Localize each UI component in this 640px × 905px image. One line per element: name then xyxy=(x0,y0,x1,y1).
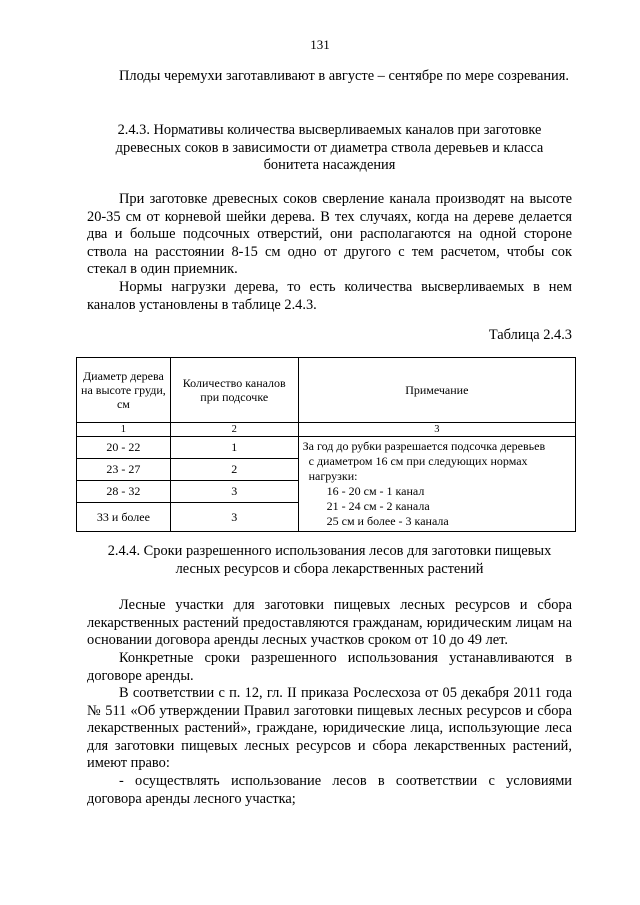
section-heading-2-4-4: 2.4.4. Сроки разрешенного использования лесов для заготовки пищевых лесных ресурсов и сбора лекарственных растений xyxy=(107,543,552,577)
cell-note xyxy=(298,437,575,532)
column-number: 1 xyxy=(77,423,171,437)
note-item: 21 - 24 см - 2 канала xyxy=(326,499,430,513)
paragraph-drilling: При заготовке древесных соков сверление канала производят на высоте 20-35 см от корневой шейки дерева. В тех случаях, когда на дереве делается два и больше подсочных отверстий, они располагаются на одной стороне ствола на расстоянии 8-15 см одно от другого с тем расчетом, чтобы сок стекал в один приемник. xyxy=(87,191,572,278)
paragraph-order: В соответствии с п. 12, гл. II приказа Рослесхоза от 05 декабря 2011 года № 511 «Об утверждении Правил заготовки пищевых лесных ресурсов и сбора лекарственных растений», граждане, юридические лица, использующие леса для заготовки пищевых лесных ресурсов и сбора лекарственных растений, имеют право: xyxy=(87,685,572,772)
column-number: 3 xyxy=(298,423,575,437)
cell-channels: 2 xyxy=(170,458,298,480)
table-column-numbers-row xyxy=(77,423,576,437)
cell-diameter: 20 - 22 xyxy=(77,437,171,459)
cell-channels: 3 xyxy=(170,480,298,502)
paragraph-terms: Конкретные сроки разрешенного использования устанавливаются в договоре аренды. xyxy=(87,650,572,684)
note-item: 25 см и более - 3 канала xyxy=(326,514,449,528)
header-channels: Количество каналов при подсочке xyxy=(170,358,298,423)
header-note: Примечание xyxy=(298,358,575,423)
page-number: 131 xyxy=(310,37,330,52)
channels-table xyxy=(76,357,576,532)
section-heading-2-4-3: 2.4.3. Нормативы количества высверливаемых каналов при заготовке древесных соков в зависимости от диаметра ствола деревьев и класса бонитета насаждения xyxy=(115,122,544,174)
cell-diameter: 23 - 27 xyxy=(77,458,171,480)
cell-channels: 3 xyxy=(170,502,298,531)
column-number: 2 xyxy=(170,423,298,437)
table-caption: Таблица 2.4.3 xyxy=(488,327,572,343)
header-diameter: Диаметр дерева на высоте груди, см xyxy=(77,358,171,423)
paragraph-plots: Лесные участки для заготовки пищевых лесных ресурсов и сбора лекарственных растений предоставляются гражданам, юридическим лицам на основании договора аренды лесных участков сроком от 10 до 49 лет. xyxy=(87,597,572,649)
note-line: с диаметром 16 см при следующих нормах нагрузки: xyxy=(308,454,528,483)
cell-diameter: 28 - 32 xyxy=(77,480,171,502)
list-item: - осуществлять использование лесов в соответствии с условиями договора аренды лесного участка; xyxy=(87,773,572,807)
table-header-row xyxy=(77,358,576,423)
table-row xyxy=(77,437,576,459)
note-line: За год до рубки разрешается подсочка деревьев xyxy=(302,439,546,453)
note-item: 16 - 20 см - 1 канал xyxy=(326,484,425,498)
paragraph-intro: Плоды черемухи заготавливают в августе – сентябре по мере созревания. xyxy=(119,68,569,84)
cell-channels: 1 xyxy=(170,437,298,459)
cell-diameter: 33 и более xyxy=(77,502,171,531)
paragraph-norms: Нормы нагрузки дерева, то есть количества высверливаемых в нем каналов установлены в таблице 2.4.3. xyxy=(87,279,572,313)
